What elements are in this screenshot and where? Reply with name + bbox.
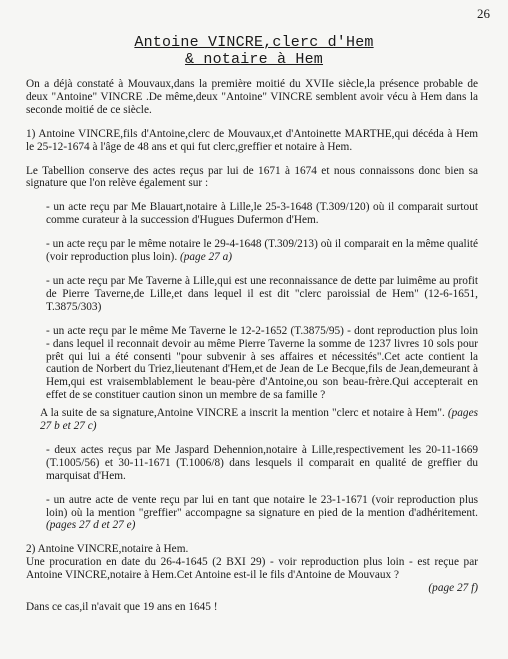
list-item-4-note-text: A la suite de sa signature,Antoine VINCRE a inscrit la mention "clerc et notaire à Hem".: [40, 407, 445, 420]
page-reference: (pages 27 b et 27 c): [40, 407, 478, 433]
section-2-paragraph: [26, 556, 478, 595]
document-body: [26, 78, 478, 625]
section-1-paragraph: 1) Antoine VINCRE,fils d'Antoine,clerc de Mouvaux,et d'Antoinette MARTHE,qui décéda à Hem le 25-12-1674 à l'âge de 48 ans et qui fut clerc,greffier et notaire à Hem.: [26, 127, 478, 153]
page-reference: (pages 27 d et 27 e): [46, 519, 136, 532]
list-item-6-text: - un autre acte de vente reçu par lui en tant que notaire le 23-1-1671 (voir reproduction plus loin) où la mention "greffier" accompagne sa signature en pied de la mention d'adhéritement.: [46, 493, 478, 519]
page-reference: (page 27 a): [179, 251, 233, 264]
title-line-1: Antoine VINCRE,clerc d'Hem: [134, 34, 374, 51]
section-2-title: 2) Antoine VINCRE,notaire à Hem.: [26, 543, 189, 556]
list-item-5: - deux actes reçus par Me Jaspard Dehennion,notaire à Lille,respectivement les 20-11-1669 (T.1005/56) et 30-11-1671 (T.1006/8) dans lesquels il comparait en qualité de greffier du marquisat d'Hem.: [46, 443, 478, 482]
list-item-1: - un acte reçu par Me Blauart,notaire à Lille,le 25-3-1648 (T.309/120) où il comparait surtout comme curateur à la succession d'Hugues Dufermon d'Hem.: [46, 201, 478, 227]
section-2-text: Une procuration en date du 26-4-1645 (2 BXI 29) - voir reproduction plus loin - est reçue par Antoine VINCRE,notaire à Hem.Cet Antoine est-il le fils d'Antoine de Mouvaux ?: [26, 556, 478, 582]
list-item-2: [46, 238, 478, 264]
tabellion-paragraph: Le Tabellion conserve des actes reçus par lui de 1671 à 1674 et nous connaissons donc bien sa signature que l'on relève également sur :: [26, 164, 478, 190]
intro-paragraph: On a déjà constaté à Mouvaux,dans la première moitié du XVIIe siècle,la présence probable de deux "Antoine" VINCRE .De même,deux "Antoine" VINCRE semblent avoir vécu à Hem dans la seconde moitié de ce siècle.: [26, 78, 478, 116]
list-item-4: - un acte reçu par le même Me Taverne le 12-2-1652 (T.3875/95) - dont reproduction plus loin - dans lequel il reconnait devoir au même Pierre Taverne la somme de 1237 livres 10 sols pour prêt qui lui a été consenti "pour subvenir à ses affaires et nécessités".Cet acte contient la caution de Norbert du Triez,lieutenant d'Hem,et de Jean de Le Becque,fils de Jean,demeurant à Hem,qui est vraisemblablement le beau-père d'Antoine,ou son beau-frère.Qui accepterait en effet de se constituer caution sinon un membre de sa famille ?: [46, 324, 478, 402]
page-reference: (page 27 f): [428, 582, 478, 595]
document-title: [0, 34, 508, 68]
list-item-4-note: [40, 407, 478, 433]
list-item-3: - un acte reçu par Me Taverne à Lille,qui est une reconnaissance de dette par luimême au profit de Pierre Taverne,de Lille,et dans lequel il est dit "clerc paroissial de Hem" (12-6-1651, T.3875/303): [46, 274, 478, 313]
list-item-2-text: - un acte reçu par le même notaire le 29-4-1648 (T.309/213) où il comparait en la même qualité (voir reproduction plus loin).: [46, 238, 478, 264]
list-item-6: [46, 494, 478, 533]
page-number: 26: [477, 6, 490, 21]
title-line-2: & notaire à Hem: [184, 51, 324, 68]
closing-line: Dans ce cas,il n'avait que 19 ans en 1645 !: [26, 601, 218, 613]
